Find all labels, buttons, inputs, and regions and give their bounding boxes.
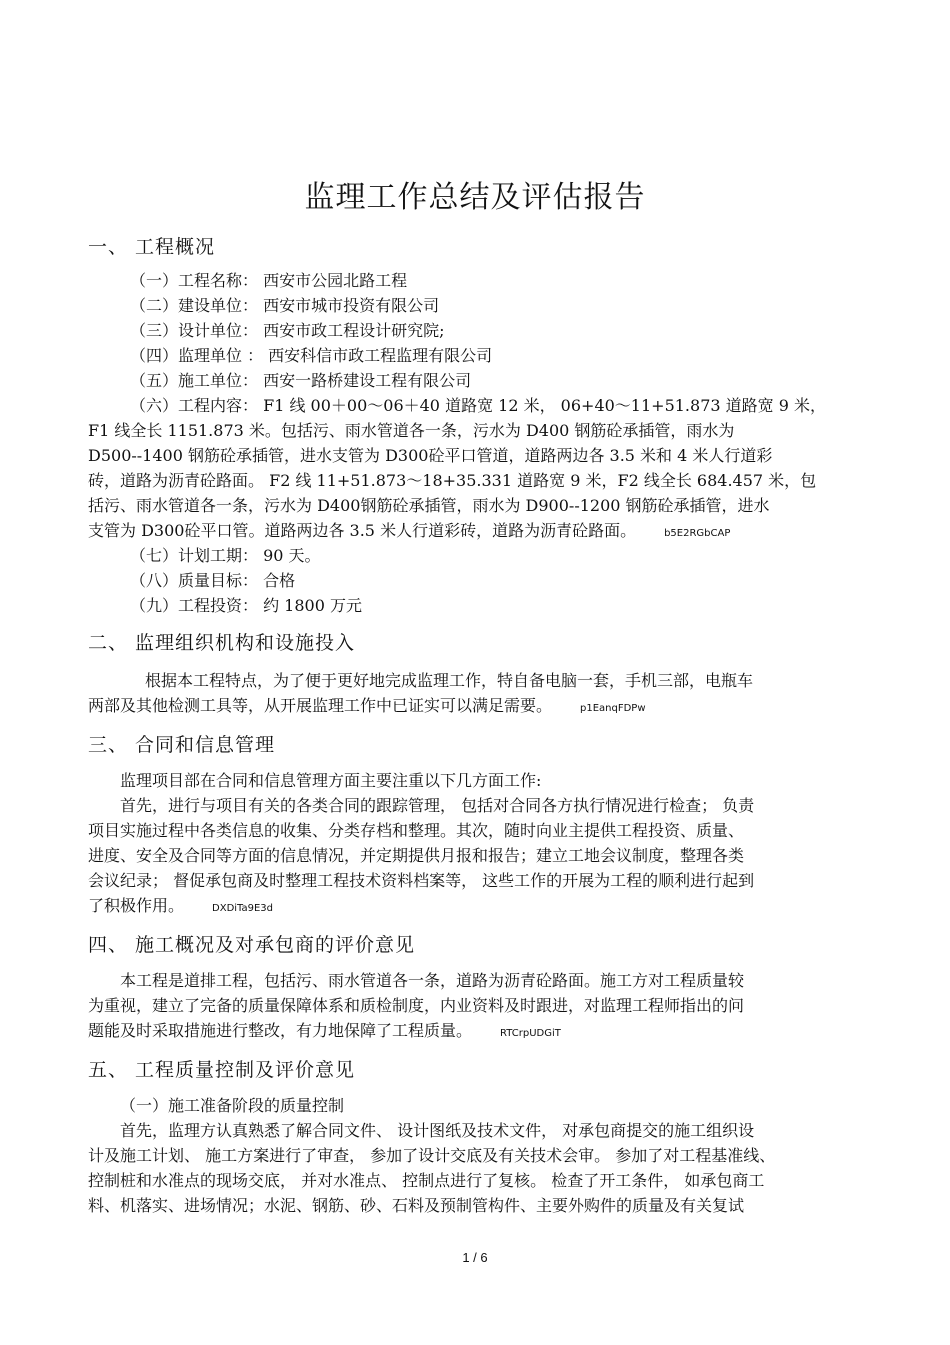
owner-line: （二）建设单位： 西安市城市投资有限公司 [130, 296, 440, 315]
supervisor-line: （四）监理单位 ： 西安科信市政工程监理有限公司 [130, 346, 493, 365]
section-heading-overview: 一、 工程概况 [88, 236, 216, 258]
scope-line-4: 砖，道路为沥青砼路面。 F2 线 11+51.873～18+35.331 道路宽 9 米，F2 线全长 684.457 米，包 [88, 471, 817, 490]
scope-line-1: （六）工程内容： F1 线 00＋00～06＋40 道路宽 12 米， 06+40～11+51.873 道路宽 9 米， [130, 396, 826, 415]
doc-code: b5E2RGbCAP [664, 528, 731, 539]
scope-line-6 [88, 518, 730, 541]
contract-para-line-1: 监理项目部在合同和信息管理方面主要注重以下几方面工作: [120, 771, 542, 790]
investment-line: （九）工程投资： 约 1800 万元 [130, 596, 362, 615]
contractor-line: （五）施工单位： 西安一路桥建设工程有限公司 [130, 371, 472, 390]
quality-para-line-1: 首先，监理方认真熟悉了解合同文件、 设计图纸及技术文件， 对承包商提交的施工组织设 [120, 1121, 755, 1140]
contract-para-line-6-text: 了积极作用。 [88, 896, 185, 915]
evaluation-para-line-1: 本工程是道排工程，包括污、雨水管道各一条，道路为沥青砼路面。施工方对工程质量较 [120, 971, 745, 990]
quality-para-line-2: 计及施工计划、 施工方案进行了审查， 参加了设计交底及有关技术会审。 参加了对工程基准线、 [88, 1146, 776, 1165]
contract-para-line-6 [88, 893, 273, 916]
doc-code: RTCrpUDGiT [500, 1028, 561, 1039]
doc-code: p1EanqFDPw [580, 703, 646, 714]
organization-para-line-2 [88, 693, 646, 716]
doc-code: DXDiTa9E3d [212, 903, 274, 914]
scope-line-2: F1 线全长 1151.873 米。包括污、雨水管道各一条，污水为 D400 钢筋砼承插管，雨水为 [88, 421, 735, 440]
evaluation-para-line-2: 为重视，建立了完备的质量保障体系和质检制度，内业资料及时跟进，对监理工程师指出的问 [88, 996, 745, 1015]
quality-para-line-3: 控制桩和水准点的现场交底， 并对水准点、 控制点进行了复核。 检查了开工条件， 如承包商工 [88, 1171, 765, 1190]
section-heading-contract: 三、 合同和信息管理 [88, 734, 276, 756]
evaluation-para-line-3-text: 题能及时采取措施进行整改，有力地保障了工程质量。 [88, 1021, 473, 1040]
quality-para-line-4: 料、机落实、进场情况；水泥、钢筋、砂、石料及预制管构件、主要外购件的质量及有关复试 [88, 1196, 745, 1215]
page-number: 1 / 6 [462, 1250, 488, 1265]
document-title: 监理工作总结及评估报告 [304, 180, 646, 215]
contract-para-line-4: 进度、安全及合同等方面的信息情况，并定期提供月报和报告；建立工地会议制度，整理各类 [88, 846, 745, 865]
section-heading-evaluation: 四、 施工概况及对承包商的评价意见 [88, 934, 416, 956]
project-name-line: （一）工程名称： 西安市公园北路工程 [130, 271, 408, 290]
quality-subheading: （一）施工准备阶段的质量控制 [120, 1096, 345, 1115]
contract-para-line-5: 会议纪录； 督促承包商及时整理工程技术资料档案等， 这些工作的开展为工程的顺利进行起到 [88, 871, 755, 890]
scope-line-3: D500--1400 钢筋砼承插管，进水支管为 D300砼平口管道，道路两边各 3.5 米和 4 米人行道彩 [88, 446, 773, 465]
quality-target-line: （八）质量目标： 合格 [130, 571, 296, 590]
contract-para-line-3: 项目实施过程中各类信息的收集、分类存档和整理。其次，随时向业主提供工程投资、质量、 [88, 821, 745, 840]
organization-para-line-2-text: 两部及其他检测工具等，从开展监理工作中已证实可以满足需要。 [88, 696, 553, 715]
scope-line-5: 括污、雨水管道各一条，污水为 D400钢筋砼承插管，雨水为 D900--1200 钢筋砼承插管，进水 [88, 496, 770, 515]
designer-line: （三）设计单位： 西安市政工程设计研究院; [130, 321, 445, 340]
organization-para-line-1: 根据本工程特点，为了便于更好地完成监理工作，特自备电脑一套，手机三部，电瓶车 [145, 671, 754, 690]
schedule-line: （七）计划工期： 90 天。 [130, 546, 321, 565]
evaluation-para-line-3 [88, 1018, 561, 1041]
contract-para-line-2: 首先，进行与项目有关的各类合同的跟踪管理， 包括对合同各方执行情况进行检查； 负责 [120, 796, 755, 815]
section-heading-organization: 二、 监理组织机构和设施投入 [88, 632, 356, 654]
section-heading-quality: 五、 工程质量控制及评价意见 [88, 1059, 356, 1081]
scope-line-6-text: 支管为 D300砼平口管。道路两边各 3.5 米人行道彩砖，道路为沥青砼路面。 [88, 521, 637, 540]
